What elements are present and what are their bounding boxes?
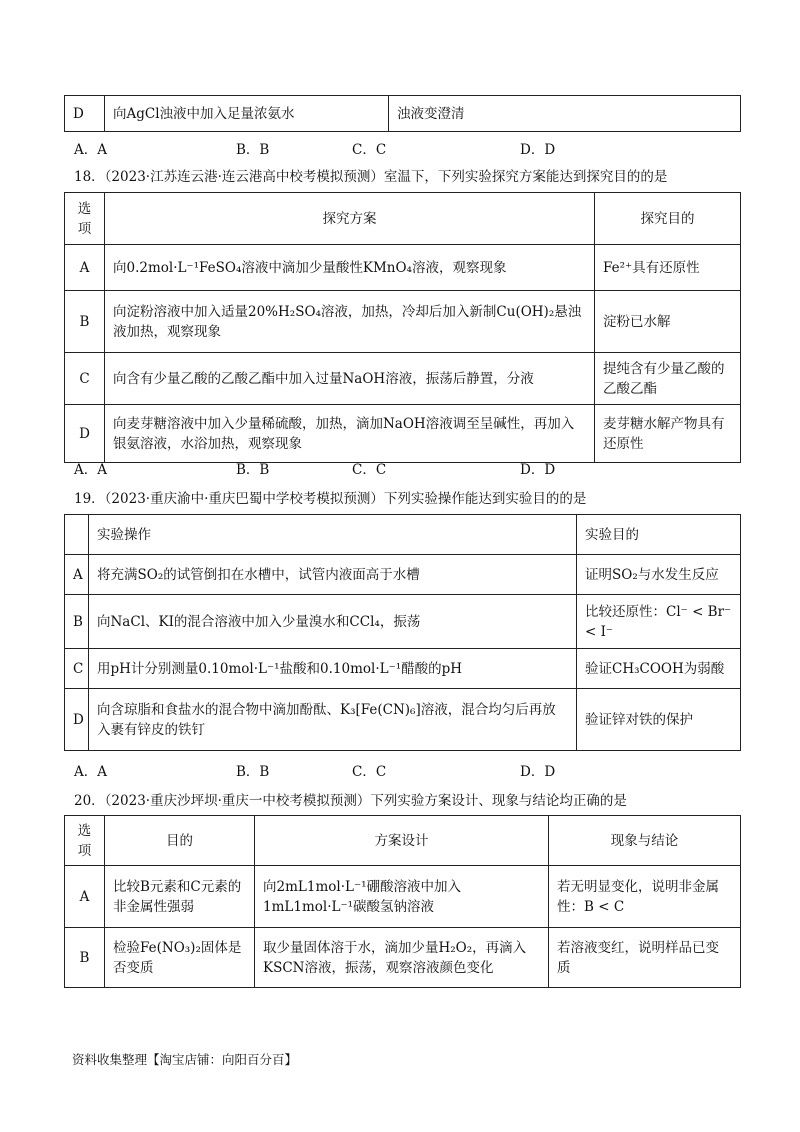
goal-cell: 比较还原性：Cl⁻ < Br⁻ < I⁻ bbox=[577, 595, 741, 649]
table-row bbox=[65, 245, 741, 291]
header-plan: 探究方案 bbox=[105, 193, 595, 245]
table-row bbox=[65, 649, 741, 689]
row-label: A bbox=[65, 555, 89, 595]
page-footer: 资料收集整理【淘宝店铺：向阳百分百】 bbox=[72, 1052, 298, 1067]
row-label: B bbox=[65, 291, 105, 353]
header-goal: 目的 bbox=[105, 816, 255, 866]
option-d[interactable]: D．D bbox=[520, 462, 556, 478]
table-row bbox=[65, 595, 741, 649]
goal-cell: Fe²⁺具有还原性 bbox=[595, 245, 741, 291]
option-d[interactable]: D．D bbox=[520, 142, 556, 158]
row-label: A bbox=[65, 866, 105, 928]
row-label: C bbox=[65, 649, 89, 689]
goal-cell: 验证锌对铁的保护 bbox=[577, 689, 741, 751]
option-a[interactable]: A．A bbox=[74, 764, 107, 780]
q17-table-tail bbox=[64, 95, 741, 132]
result-cell: 浊液变澄清 bbox=[389, 96, 741, 132]
table-row bbox=[65, 353, 741, 405]
table-row bbox=[65, 866, 741, 928]
plan-cell: 向含有少量乙酸的乙酸乙酯中加入过量NaOH溶液，振荡后静置，分液 bbox=[105, 353, 595, 405]
header-goal: 探究目的 bbox=[595, 193, 741, 245]
option-c[interactable]: C．C bbox=[352, 462, 387, 478]
plan-cell: 向AgCl浊液中加入足量浓氨水 bbox=[105, 96, 389, 132]
row-label: D bbox=[65, 689, 89, 751]
q18-stem: 18．（2023·江苏连云港·连云港高中校考模拟预测）室温下，下列实验探究方案能达到探究目的的是 bbox=[74, 169, 668, 185]
header-operation: 实验操作 bbox=[89, 515, 577, 555]
option-b[interactable]: B．B bbox=[236, 142, 270, 158]
table-row bbox=[65, 555, 741, 595]
plan-cell: 向0.2mol·L⁻¹FeSO₄溶液中滴加少量酸性KMnO₄溶液，观察现象 bbox=[105, 245, 595, 291]
goal-cell: 麦芽糖水解产物具有还原性 bbox=[595, 405, 741, 463]
header-result: 现象与结论 bbox=[549, 816, 741, 866]
row-label: B bbox=[65, 595, 89, 649]
header-option: 选项 bbox=[65, 193, 105, 245]
goal-cell: 检验Fe(NO₃)₂固体是否变质 bbox=[105, 928, 255, 988]
goal-cell: 比较B元素和C元素的非金属性强弱 bbox=[105, 866, 255, 928]
table-header-row bbox=[65, 816, 741, 866]
result-cell: 若无明显变化，说明非金属性：B < C bbox=[549, 866, 741, 928]
goal-cell: 提纯含有少量乙酸的乙酸乙酯 bbox=[595, 353, 741, 405]
row-label: A bbox=[65, 245, 105, 291]
q20-table bbox=[64, 815, 741, 988]
option-d[interactable]: D．D bbox=[520, 764, 556, 780]
goal-cell: 验证CH₃COOH为弱酸 bbox=[577, 649, 741, 689]
table-header-row bbox=[65, 193, 741, 245]
row-label: D bbox=[65, 96, 105, 132]
table-header-row bbox=[65, 515, 741, 555]
row-label: C bbox=[65, 353, 105, 405]
goal-cell: 证明SO₂与水发生反应 bbox=[577, 555, 741, 595]
option-b[interactable]: B．B bbox=[236, 462, 270, 478]
operation-cell: 用pH计分别测量0.10mol·L⁻¹盐酸和0.10mol·L⁻¹醋酸的pH bbox=[89, 649, 577, 689]
plan-cell: 向淀粉溶液中加入适量20%H₂SO₄溶液，加热，冷却后加入新制Cu(OH)₂悬浊液加热，观察现象 bbox=[105, 291, 595, 353]
q19-stem: 19．（2023·重庆渝中·重庆巴蜀中学校考模拟预测）下列实验操作能达到实验目的的是 bbox=[74, 491, 587, 507]
table-row bbox=[65, 291, 741, 353]
table-row bbox=[65, 96, 741, 132]
option-a[interactable]: A．A bbox=[74, 462, 107, 478]
operation-cell: 向含琼脂和食盐水的混合物中滴加酚酞、K₃[Fe(CN)₆]溶液，混合均匀后再放入裹有锌皮的铁钉 bbox=[89, 689, 577, 751]
q20-stem: 20．（2023·重庆沙坪坝·重庆一中校考模拟预测）下列实验方案设计、现象与结论均正确的是 bbox=[74, 793, 627, 809]
goal-cell: 淀粉已水解 bbox=[595, 291, 741, 353]
q18-table bbox=[64, 192, 741, 463]
option-b[interactable]: B．B bbox=[236, 764, 270, 780]
operation-cell: 向NaCl、KI的混合溶液中加入少量溴水和CCl₄，振荡 bbox=[89, 595, 577, 649]
header-plan: 方案设计 bbox=[255, 816, 549, 866]
plan-cell: 向麦芽糖溶液中加入少量稀硫酸，加热，滴加NaOH溶液调至呈碱性，再加入银氨溶液，水浴加热，观察现象 bbox=[105, 405, 595, 463]
header-blank bbox=[65, 515, 89, 555]
option-c[interactable]: C．C bbox=[352, 764, 387, 780]
option-a[interactable]: A．A bbox=[74, 142, 107, 158]
table-row bbox=[65, 928, 741, 988]
option-c[interactable]: C．C bbox=[352, 142, 387, 158]
header-option: 选项 bbox=[65, 816, 105, 866]
plan-cell: 向2mL1mol·L⁻¹硼酸溶液中加入1mL1mol·L⁻¹碳酸氢钠溶液 bbox=[255, 866, 549, 928]
result-cell: 若溶液变红，说明样品已变质 bbox=[549, 928, 741, 988]
operation-cell: 将充满SO₂的试管倒扣在水槽中，试管内液面高于水槽 bbox=[89, 555, 577, 595]
row-label: B bbox=[65, 928, 105, 988]
row-label: D bbox=[65, 405, 105, 463]
q19-table bbox=[64, 514, 741, 751]
header-goal: 实验目的 bbox=[577, 515, 741, 555]
table-row bbox=[65, 689, 741, 751]
table-row bbox=[65, 405, 741, 463]
plan-cell: 取少量固体溶于水，滴加少量H₂O₂，再滴入KSCN溶液，振荡，观察溶液颜色变化 bbox=[255, 928, 549, 988]
